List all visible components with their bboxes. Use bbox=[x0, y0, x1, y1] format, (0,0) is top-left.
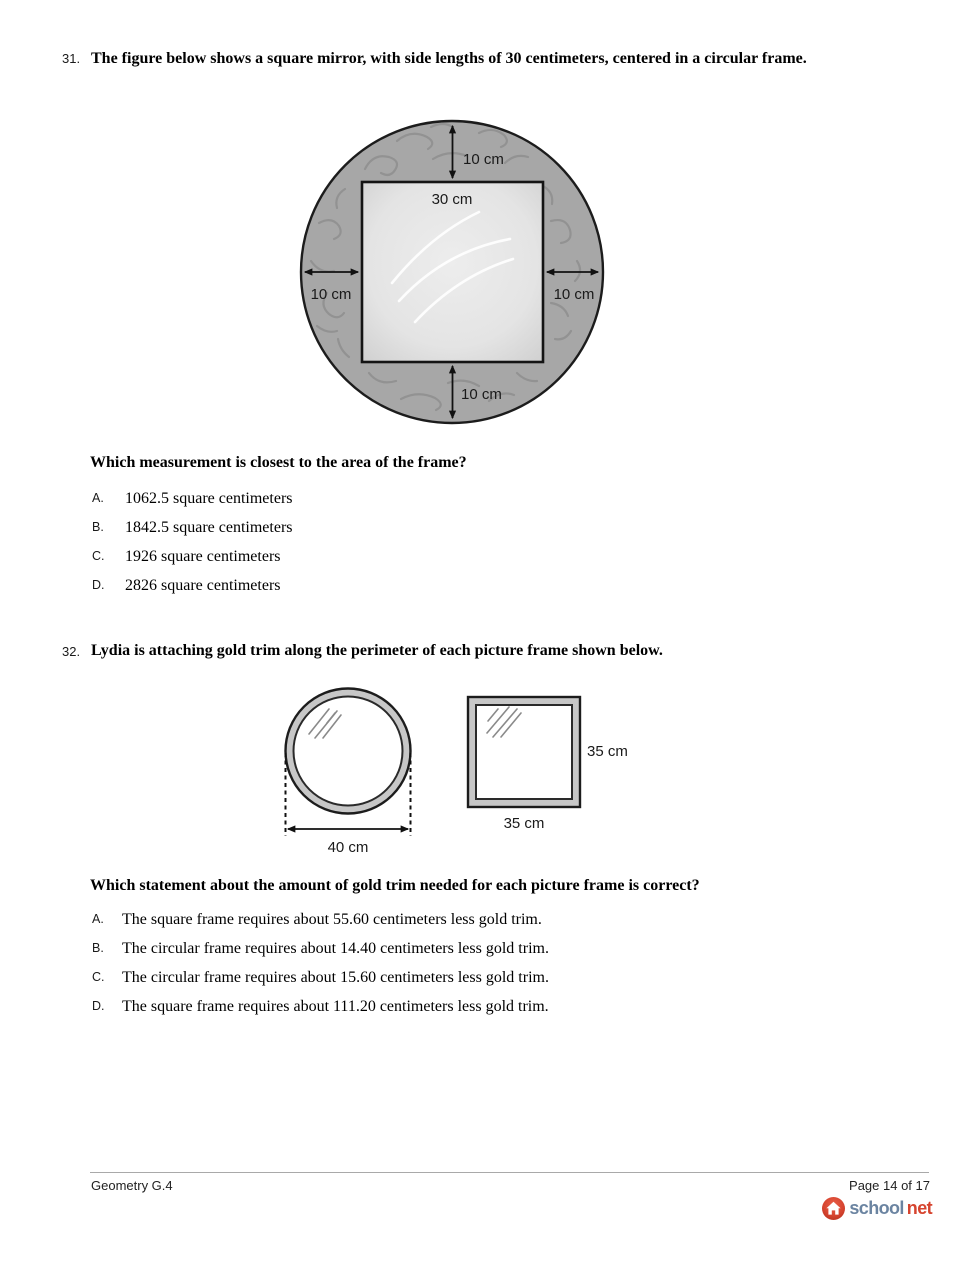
choice-31-d bbox=[92, 576, 281, 595]
choice-text: 1062.5 square centimeters bbox=[125, 490, 293, 507]
choice-letter: C. bbox=[92, 970, 105, 984]
square-side-bottom-label: 35 cm bbox=[503, 815, 545, 832]
choice-text: 1926 square centimeters bbox=[125, 548, 281, 565]
choice-32-a bbox=[92, 910, 542, 929]
question-31-prompt: The figure below shows a square mirror, with side lengths of 30 centimeters, centered in a circular frame. bbox=[91, 50, 807, 67]
logo-text-net: net bbox=[906, 1198, 932, 1218]
question-32-prompt: Lydia is attaching gold trim along the perimeter of each picture frame shown below. bbox=[91, 642, 663, 659]
square-side-right-label: 35 cm bbox=[587, 743, 628, 760]
choice-31-c bbox=[92, 547, 281, 566]
left-gap-label: 10 cm bbox=[310, 286, 352, 303]
question-32-subquestion: Which statement about the amount of gold trim needed for each picture frame is correct? bbox=[90, 877, 700, 894]
choice-text: The circular frame requires about 14.40 centimeters less gold trim. bbox=[122, 940, 549, 957]
choice-letter: A. bbox=[92, 912, 104, 926]
mirror-side-label: 30 cm bbox=[431, 191, 473, 208]
choice-text: The square frame requires about 111.20 centimeters less gold trim. bbox=[122, 998, 549, 1015]
choice-32-c bbox=[92, 968, 549, 987]
choice-letter: D. bbox=[92, 999, 105, 1013]
square-mirror bbox=[362, 182, 543, 362]
choice-31-b bbox=[92, 518, 293, 537]
right-gap-label: 10 cm bbox=[553, 286, 595, 303]
diameter-label: 40 cm bbox=[327, 839, 369, 856]
footer-course-label: Geometry G.4 bbox=[91, 1178, 173, 1193]
choice-32-b bbox=[92, 939, 549, 958]
bottom-gap-label: 10 cm bbox=[461, 386, 502, 403]
question-31-subquestion: Which measurement is closest to the area of the frame? bbox=[90, 454, 467, 471]
question-32-number: 32. bbox=[62, 644, 81, 659]
choice-letter: B. bbox=[92, 520, 104, 534]
schoolnet-logo bbox=[821, 1195, 932, 1221]
question-32-figure bbox=[275, 683, 640, 858]
footer-divider bbox=[90, 1172, 929, 1173]
choice-letter: A. bbox=[92, 491, 104, 505]
circular-frame-glass bbox=[294, 697, 403, 806]
choice-letter: C. bbox=[92, 549, 105, 563]
choice-letter: B. bbox=[92, 941, 104, 955]
choice-text: The circular frame requires about 15.60 centimeters less gold trim. bbox=[122, 969, 549, 986]
question-31-figure bbox=[293, 111, 608, 431]
question-31-number: 31. bbox=[62, 51, 81, 66]
choice-31-a bbox=[92, 489, 293, 508]
choice-text: 2826 square centimeters bbox=[125, 577, 281, 594]
schoolnet-house-icon bbox=[821, 1196, 846, 1221]
choice-text: 1842.5 square centimeters bbox=[125, 519, 293, 536]
footer-page-number: Page 14 of 17 bbox=[849, 1178, 930, 1193]
choice-32-d bbox=[92, 997, 549, 1016]
choice-text: The square frame requires about 55.60 centimeters less gold trim. bbox=[122, 911, 542, 928]
top-gap-label: 10 cm bbox=[463, 151, 504, 168]
logo-text-school: school bbox=[849, 1198, 904, 1218]
choice-letter: D. bbox=[92, 578, 105, 592]
